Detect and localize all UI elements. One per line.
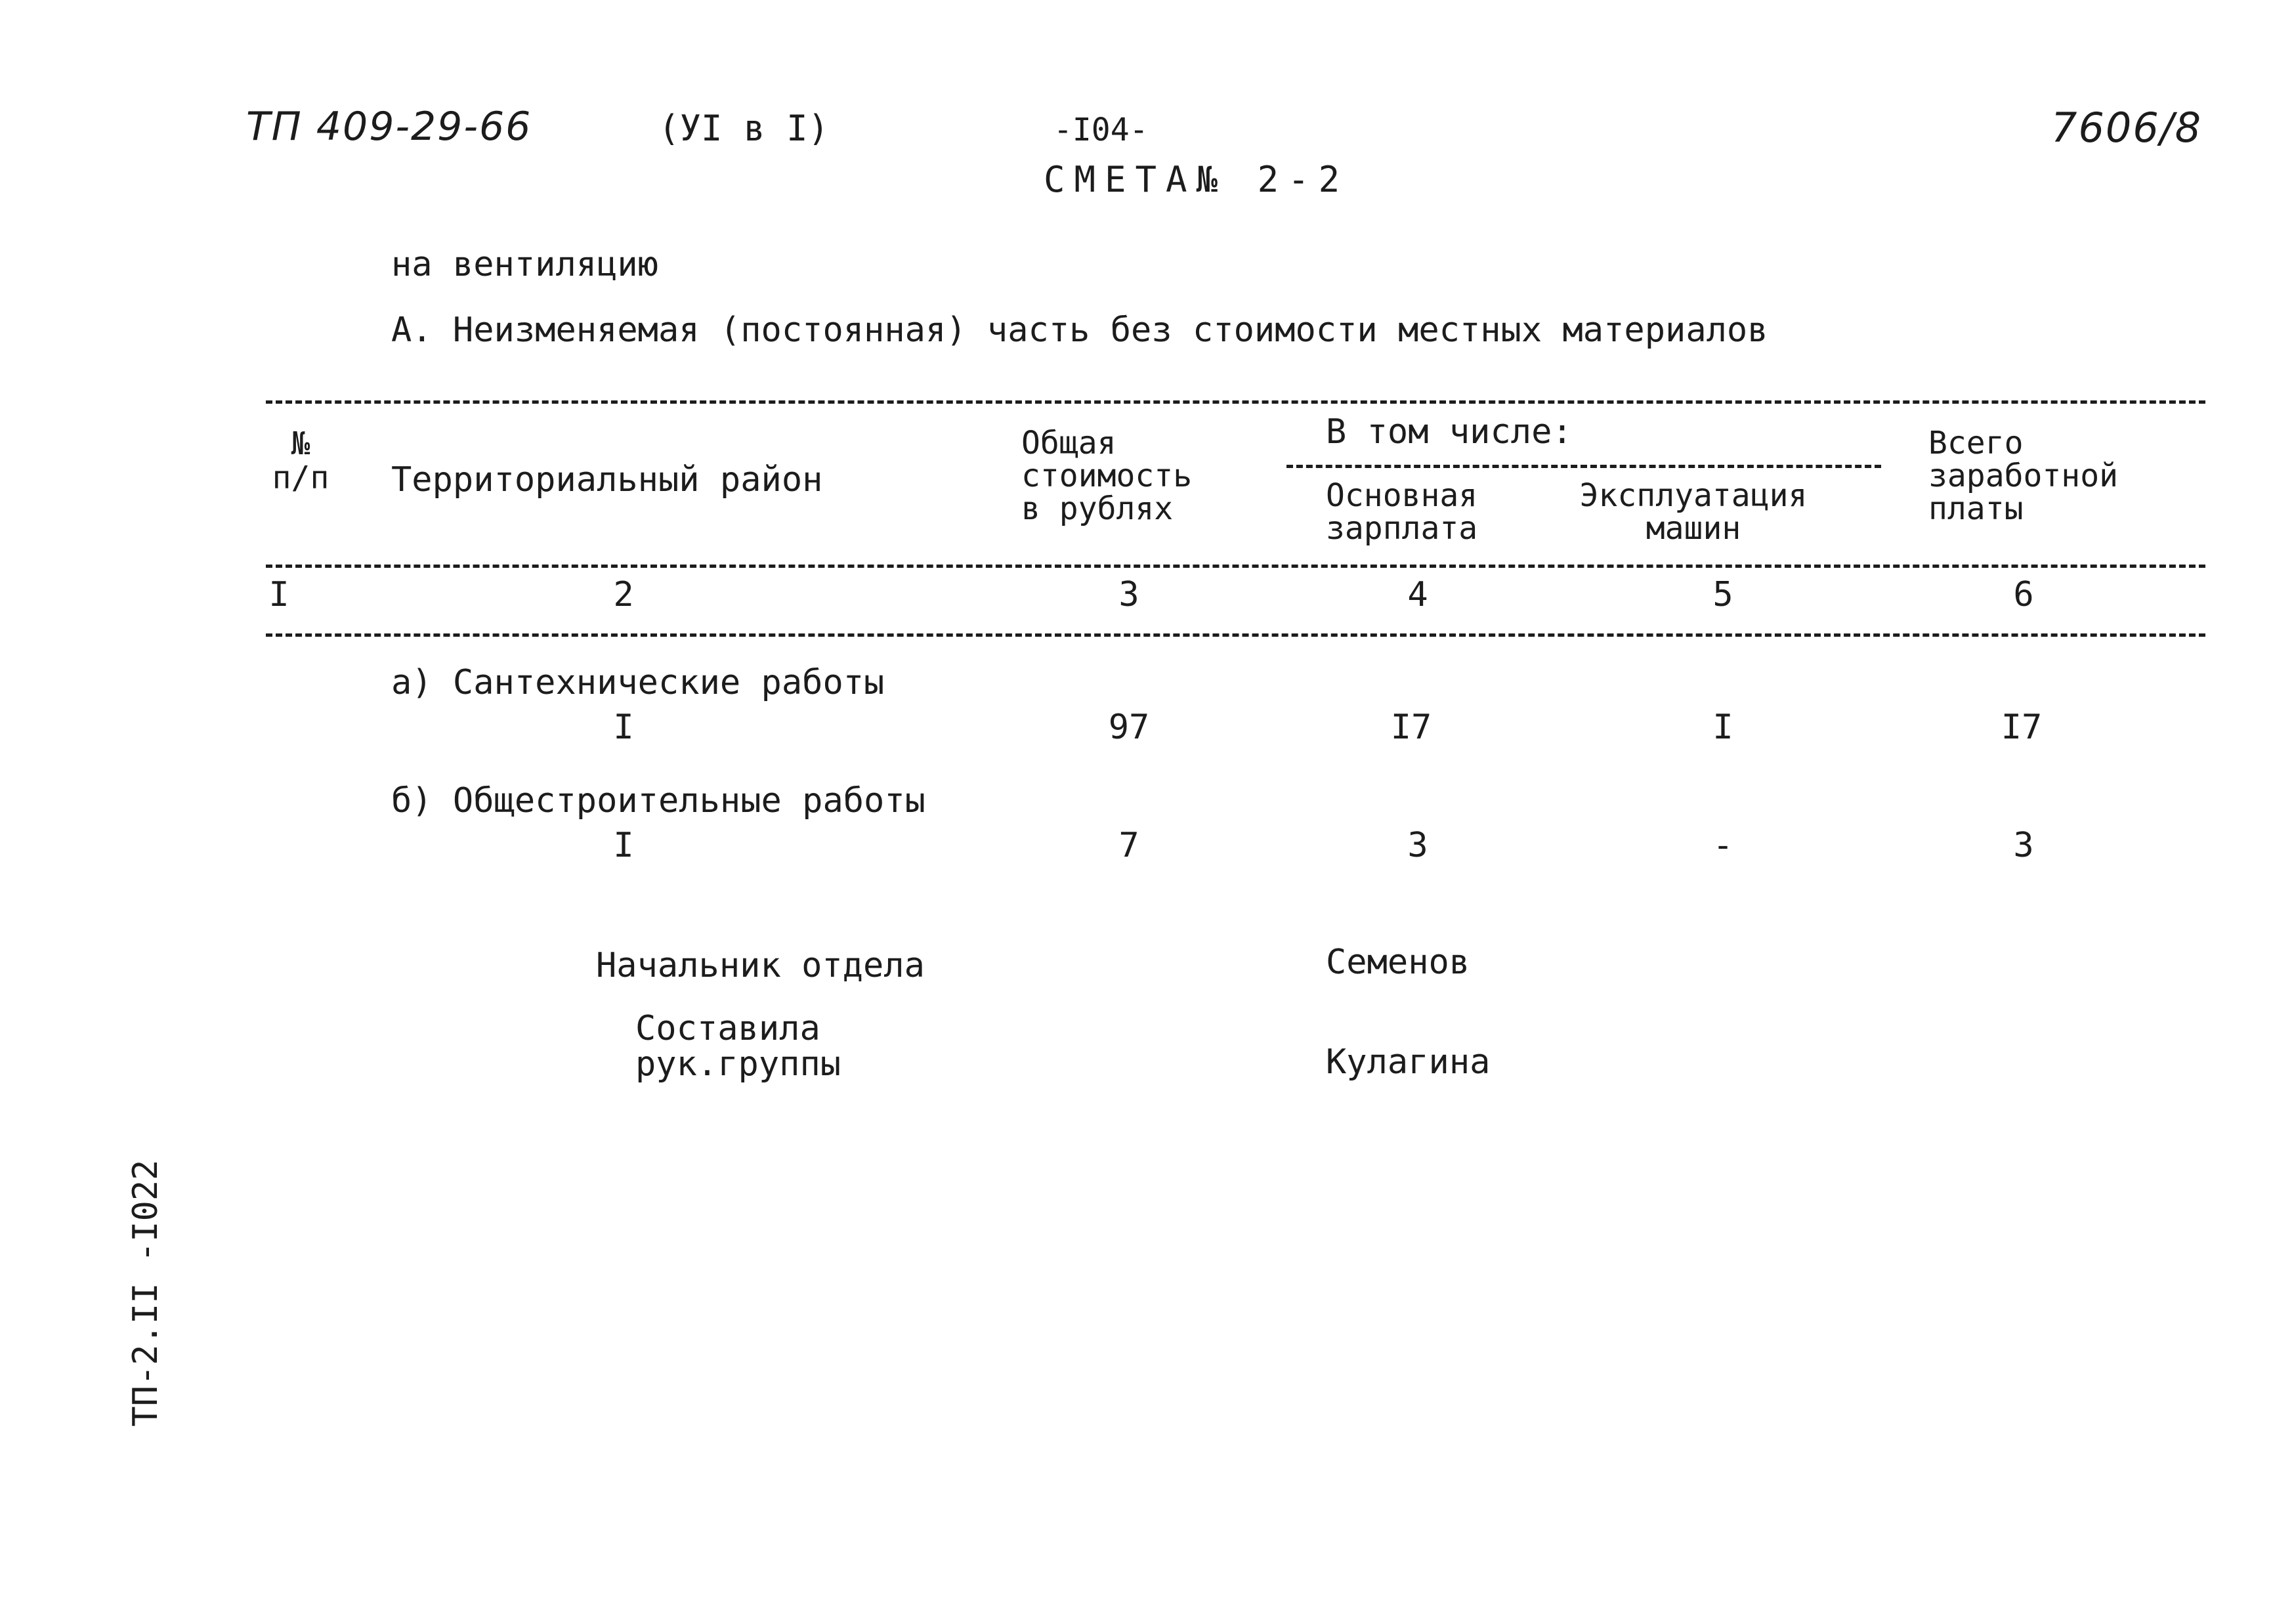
column-number-6: 6 bbox=[2013, 575, 2034, 614]
section-b-district: I bbox=[613, 826, 634, 865]
header-including: В том числе: bbox=[1326, 412, 1573, 452]
section-a-total-salary: I7 bbox=[2001, 708, 2043, 747]
header-base-salary: Основная зарплата bbox=[1326, 477, 1478, 547]
sheet-code: 7606/8 bbox=[2051, 104, 2203, 152]
column-number-5: 5 bbox=[1712, 575, 1733, 614]
section-b-total-salary: 3 bbox=[2013, 826, 2034, 865]
column-number-1: I bbox=[268, 575, 289, 614]
column-numbers-rule bbox=[266, 633, 2205, 637]
part-indicator: (УI в I) bbox=[658, 108, 830, 149]
header-bottom-rule bbox=[266, 565, 2205, 568]
table-top-rule bbox=[266, 400, 2205, 404]
including-rule bbox=[1286, 465, 1881, 468]
estimate-title: СМЕТА№ 2-2 bbox=[1044, 159, 1349, 200]
section-heading: А. Неизменяемая (постоянная) часть без стоимости местных материалов bbox=[391, 310, 1768, 350]
header-machines: Эксплуатация машин bbox=[1579, 477, 1808, 547]
section-b-base-salary: 3 bbox=[1407, 826, 1428, 865]
section-a-title: а) Сантехнические работы bbox=[391, 663, 885, 702]
header-district: Территориальный район bbox=[391, 460, 823, 500]
page-number: -I04- bbox=[1053, 112, 1149, 148]
section-b-total-cost: 7 bbox=[1118, 826, 1139, 865]
margin-code: ТП-2.II -I022 bbox=[126, 1159, 165, 1427]
section-a-machines: I bbox=[1712, 708, 1733, 747]
header-total-cost: Общая стоимость в рублях bbox=[1021, 425, 1193, 527]
section-a-total-cost: 97 bbox=[1108, 708, 1150, 747]
section-a-district: I bbox=[613, 708, 634, 747]
estimate-subtitle: на вентиляцию bbox=[391, 245, 658, 284]
composed-by-name: Кулагина bbox=[1326, 1042, 1491, 1082]
document-code: ТП 409-29-66 bbox=[246, 104, 532, 150]
column-number-4: 4 bbox=[1407, 575, 1428, 614]
section-b-machines: - bbox=[1712, 826, 1733, 865]
column-number-3: 3 bbox=[1118, 575, 1139, 614]
composed-by-title: Составила рук.группы bbox=[635, 1009, 841, 1084]
header-total-salary: Всего заработной платы bbox=[1928, 425, 2118, 527]
section-b-title: б) Общестроительные работы bbox=[391, 781, 925, 821]
header-num: № п/п bbox=[272, 425, 329, 496]
head-of-department-title: Начальник отдела bbox=[596, 946, 925, 985]
head-of-department-name: Семенов bbox=[1326, 943, 1470, 982]
column-number-2: 2 bbox=[613, 575, 634, 614]
section-a-base-salary: I7 bbox=[1390, 708, 1432, 747]
